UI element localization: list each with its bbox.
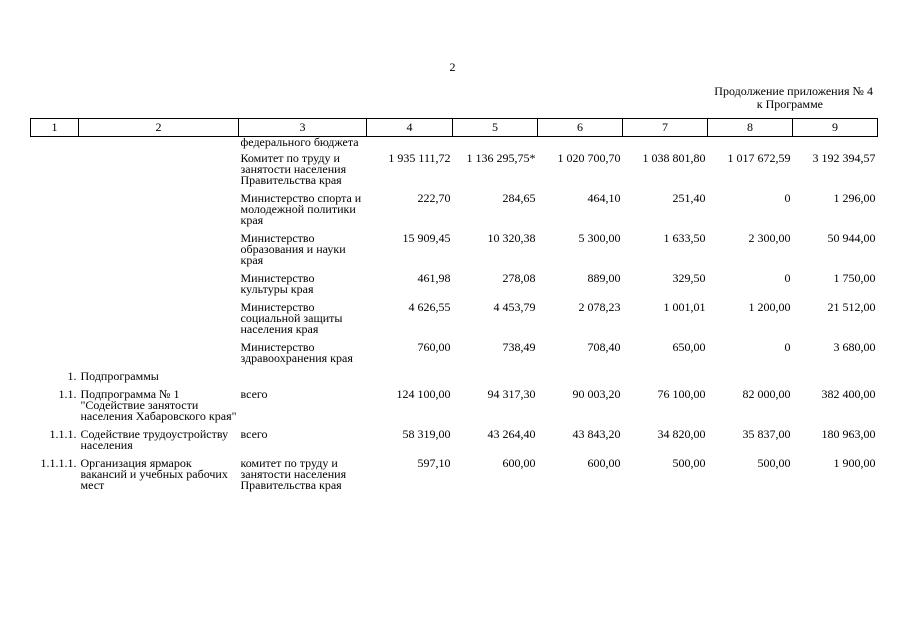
- row-name: [79, 337, 239, 366]
- appendix-note-line1: Продолжение приложения № 4: [714, 84, 873, 98]
- row-value-col8: 0: [784, 340, 791, 354]
- row-executor: Министерство спорта и молодежной политики края: [240, 191, 362, 227]
- table-row: [31, 366, 878, 384]
- row-value-col9: 50 944,00: [827, 231, 876, 245]
- header-col-2: 2: [79, 119, 239, 137]
- row-value-col5: 1 136 295,75*: [466, 151, 536, 165]
- header-col-5: 5: [453, 119, 538, 137]
- row-value-col8: 35 837,00: [742, 427, 791, 441]
- row-value-col4: 222,70: [417, 191, 451, 205]
- row-value-col4: 597,10: [417, 456, 451, 470]
- table-row: [31, 424, 878, 453]
- table-row: [31, 228, 878, 268]
- row-value-col6: 889,00: [587, 271, 621, 285]
- row-value-col7: 1 001,01: [663, 300, 706, 314]
- row-value-col6: 1 020 700,70: [557, 151, 621, 165]
- row-value-col7: [623, 366, 708, 384]
- row-name: Содействие трудоустройству населения: [80, 427, 229, 452]
- row-index: 1.1.: [58, 387, 77, 401]
- row-value-col9: 1 296,00: [833, 191, 876, 205]
- row-index: 1.1.1.1.: [40, 456, 77, 470]
- row-value-col9: 3 192 394,57: [812, 151, 876, 165]
- row-value-col5: [453, 366, 538, 384]
- header-col-7: 7: [623, 119, 708, 137]
- table-row: [31, 337, 878, 366]
- row-value-col7: 251,40: [672, 191, 706, 205]
- row-value-col5: 600,00: [502, 456, 536, 470]
- row-value-col5: 4 453,79: [493, 300, 536, 314]
- row-value-col8: 500,00: [757, 456, 791, 470]
- row-value-col9: 382 400,00: [821, 387, 876, 401]
- row-executor: Комитет по труду и занятости населения Правительства края: [240, 151, 347, 187]
- row-index: 1.1.1.: [49, 427, 77, 441]
- row-value-col4: [367, 366, 453, 384]
- row-value-col6: [538, 366, 623, 384]
- row-index: [31, 228, 79, 268]
- row-executor: всего: [240, 427, 268, 441]
- row-value-col5: 738,49: [502, 340, 536, 354]
- row-value-col9: 1 900,00: [833, 456, 876, 470]
- row-name: [79, 268, 239, 297]
- row-executor: Министерство здравоохранения края: [240, 340, 353, 365]
- page-number: 2: [449, 60, 456, 74]
- row-value-col7: 1 038 801,80: [642, 151, 706, 165]
- header-col-8: 8: [708, 119, 793, 137]
- row-value-col9: 21 512,00: [827, 300, 876, 314]
- row-value-col4: 124 100,00: [396, 387, 451, 401]
- row-value-col4: 58 319,00: [402, 427, 451, 441]
- row-value-col4: 4 626,55: [408, 300, 451, 314]
- table-row: [31, 384, 878, 424]
- row-name: [79, 297, 239, 337]
- row-name: Подпрограммы: [80, 369, 159, 383]
- table-row: [31, 268, 878, 297]
- header-col-9: 9: [793, 119, 878, 137]
- row-executor: комитет по труду и занятости населения Правительства края: [240, 456, 347, 492]
- row-value-col4: 760,00: [417, 340, 451, 354]
- row-value-col6: 90 003,20: [572, 387, 621, 401]
- row-name: [79, 188, 239, 228]
- row-index: [31, 337, 79, 366]
- row-value-col8: 1 200,00: [748, 300, 791, 314]
- row-index: [31, 297, 79, 337]
- row-name: Организация ярмарок вакансий и учебных рабочих мест: [80, 456, 228, 492]
- row-value-col6: 464,10: [587, 191, 621, 205]
- row-index: [31, 148, 79, 188]
- row-name: Подпрограмма № 1 "Содействие занятости населения Хабаровского края": [80, 387, 237, 423]
- row-value-col9: 3 680,00: [833, 340, 876, 354]
- row-value-col8: 1 017 672,59: [727, 151, 791, 165]
- row-value-col8: 2 300,00: [748, 231, 791, 245]
- header-col-3: 3: [239, 119, 367, 137]
- row-value-col6: 2 078,23: [578, 300, 621, 314]
- table-row: [31, 188, 878, 228]
- row-value-col7: 329,50: [672, 271, 706, 285]
- budget-table: [30, 118, 878, 493]
- row-index: [31, 188, 79, 228]
- row-value-col7: 650,00: [672, 340, 706, 354]
- row-value-col9: [793, 366, 878, 384]
- row-value-col8: 0: [784, 191, 791, 205]
- row-index: 1.: [67, 369, 77, 383]
- row-value-col5: 278,08: [502, 271, 536, 285]
- header-col-6: 6: [538, 119, 623, 137]
- row-value-col4: 461,98: [417, 271, 451, 285]
- row-executor: Министерство культуры края: [240, 271, 315, 296]
- row-value-col6: 708,40: [587, 340, 621, 354]
- row-value-col6: 600,00: [587, 456, 621, 470]
- row-value-col6: 43 843,20: [572, 427, 621, 441]
- row-value-col5: 284,65: [502, 191, 536, 205]
- table-row: [31, 453, 878, 493]
- row-value-col9: 180 963,00: [821, 427, 876, 441]
- row-value-col6: 5 300,00: [578, 231, 621, 245]
- row-executor: всего: [240, 387, 268, 401]
- table-header-row: [31, 119, 878, 137]
- appendix-note-line2: к Программе: [756, 97, 823, 111]
- appendix-note: [600, 85, 873, 111]
- row-value-col7: 500,00: [672, 456, 706, 470]
- row-value-col7: 34 820,00: [657, 427, 706, 441]
- row-value-col5: 94 317,30: [487, 387, 536, 401]
- row-value-col8: 0: [784, 271, 791, 285]
- row-value-col8: 82 000,00: [742, 387, 791, 401]
- row-value-col7: 76 100,00: [657, 387, 706, 401]
- row-value-col8: [708, 366, 793, 384]
- table-row: [31, 148, 878, 188]
- row-value-col9: 1 750,00: [833, 271, 876, 285]
- row-executor: Министерство образования и науки края: [240, 231, 346, 267]
- header-col-4: 4: [367, 119, 453, 137]
- row-value-col4: 15 909,45: [402, 231, 451, 245]
- table-row: [31, 297, 878, 337]
- row-value-col5: 10 320,38: [487, 231, 536, 245]
- row-executor: Министерство социальной защиты населения края: [240, 300, 343, 336]
- row-executor: [239, 366, 367, 384]
- table-body: [31, 137, 878, 494]
- row-name: [79, 228, 239, 268]
- row-index: [31, 268, 79, 297]
- row-name: [79, 148, 239, 188]
- continuation-executor: федерального бюджета: [240, 135, 359, 149]
- row-value-col4: 1 935 111,72: [388, 151, 451, 165]
- row-value-col7: 1 633,50: [663, 231, 706, 245]
- header-col-1: 1: [31, 119, 79, 137]
- continuation-row: [31, 137, 878, 149]
- row-value-col5: 43 264,40: [487, 427, 536, 441]
